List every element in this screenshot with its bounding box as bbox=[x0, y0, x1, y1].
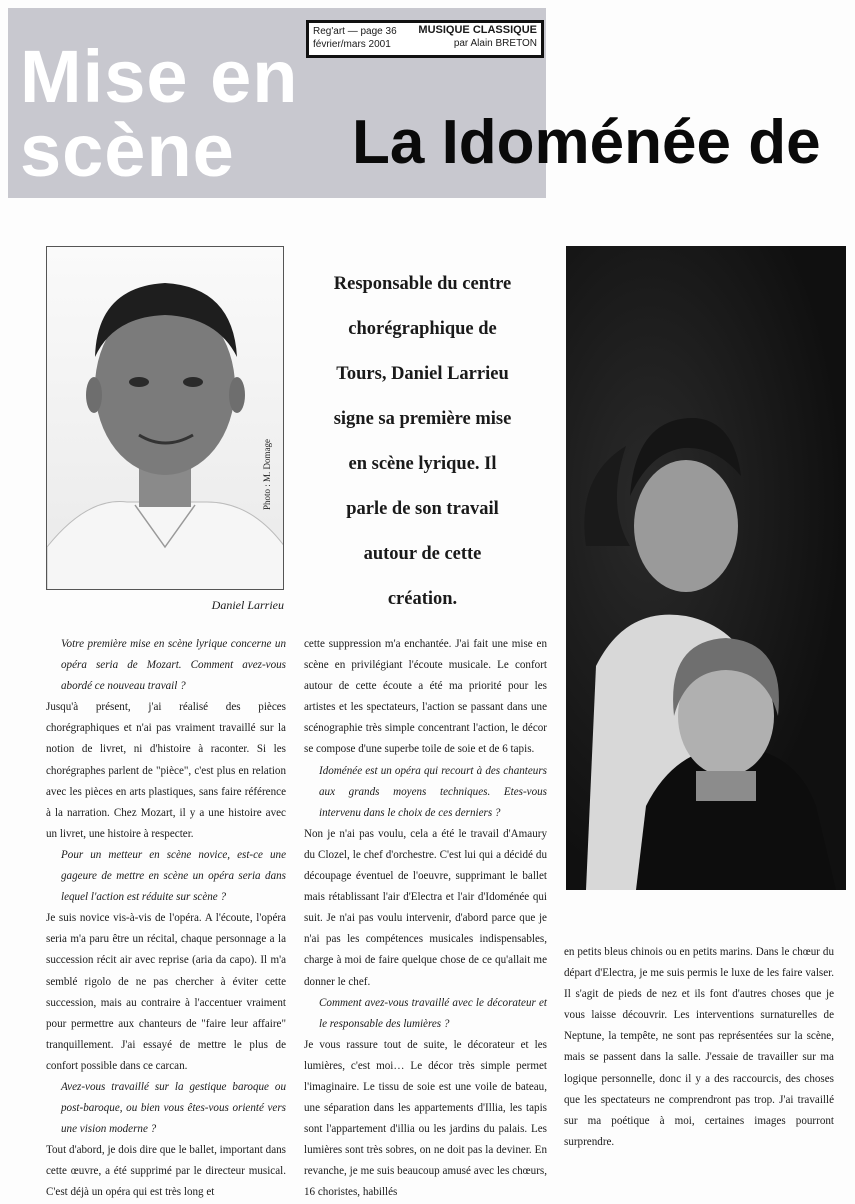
photo-credit: Photo : M. Domage bbox=[262, 439, 272, 510]
lead-line: parle de son travail bbox=[346, 499, 499, 519]
article-column-2 bbox=[304, 634, 547, 1204]
section-title-line-2: scène bbox=[20, 109, 235, 192]
interview-question: Pour un metteur en scène novice, est-ce une gageure de mettre en scène un opéra seria dans lequel l'action est réduite sur scène ? bbox=[61, 848, 286, 904]
lead-line: en scène lyrique. Il bbox=[348, 454, 497, 474]
lead-line: chorégraphique de bbox=[348, 319, 497, 339]
lead-line: Responsable du centre bbox=[333, 274, 512, 294]
interview-question: Idoménée est un opéra qui recourt à des chanteurs aux grands moyens techniques. Etes-vous intervenu dans le choix de ces derniers ? bbox=[319, 764, 547, 819]
interview-question: Avez-vous travaillé sur la gestique baroque ou post-baroque, ou bien vous êtes-vous orienté vers une vision moderne ? bbox=[61, 1080, 286, 1136]
interview-answer: Je vous rassure tout de suite, le décorateur et les lumières, c'est moi… Le décor très simple permet l'imaginaire. Le tissu de soie est une voile de bateau, une séparation dans les appartements d'Illia, les tapis sont l'appartement d'illia ou les jardins du palais. Les lumières sont très sobres, on ne doit pas la deviner. En revanche, je me suis beaucoup amusé avec les chœurs, 16 choristes, habillés bbox=[304, 1038, 547, 1199]
section-title-line-1: Mise en bbox=[20, 35, 299, 118]
interview-answer: Jusqu'à présent, j'ai réalisé des pièces chorégraphiques et n'ai pas vraiment travaillé sur la notion de livret, ni d'histoire à raconter. Si les chorégraphes parlent de "pièce", c'est plus en relation avec les pièces en arts plastiques, sans faire référence à la narration. Chez Mozart, il y a une histoire avec un livret, une histoire à respecter. bbox=[46, 701, 286, 840]
interview-answer: Tout d'abord, je dois dire que le ballet, important dans cette œuvre, a été supprimé par le directeur musical. C'est déjà un opéra qui est très long et bbox=[46, 1144, 286, 1199]
lead-line: signe sa première mise bbox=[333, 409, 512, 429]
article-author: par Alain BRETON bbox=[453, 38, 537, 49]
stage-photo bbox=[566, 246, 846, 890]
masthead-box bbox=[306, 20, 544, 58]
issue-info bbox=[313, 25, 397, 51]
interview-answer: Je suis novice vis-à-vis de l'opéra. A l'écoute, l'opéra seria m'a paru être un récital, chaque personnage a la succession récit air avec reprise (aria da capo). Il m'a semblé rigolo de ne pas chercher à éviter cette succession, mais au contraire à l'accentuer vraiment pour permettre aux chanteurs de "faire leur affaire" tranquillement. J'ai essayé de mettre le plus de confort possible dans ce carcan. bbox=[46, 912, 286, 1072]
interview-answer: Non je n'ai pas voulu, cela a été le travail d'Amaury du Clozel, le chef d'orchestre. C'est lui qui a décidé du découpage éventuel de l'oeuvre, supprimant le ballet mais rétablissant l'air d'Electra et l'air d'Idoménée qui suit. Je n'ai pas voulu intervenir, d'abord parce que je n'ai pas les compétences musicales indispensables, charge à moi de faire quelque chose de ce qu'allait me donner le chef. bbox=[304, 827, 547, 988]
lead-paragraph bbox=[300, 262, 545, 622]
rubric-info bbox=[418, 24, 537, 50]
issue-page: Reg'art — page 36 bbox=[313, 26, 397, 37]
interview-question: Comment avez-vous travaillé avec le décorateur et le responsable des lumières ? bbox=[319, 996, 547, 1030]
lead-line: Tours, Daniel Larrieu bbox=[336, 364, 509, 384]
rubric-name: MUSIQUE CLASSIQUE bbox=[418, 24, 537, 36]
lead-line: création. bbox=[387, 589, 458, 609]
portrait-photo bbox=[46, 246, 284, 590]
photo-caption: Daniel Larrieu bbox=[211, 598, 284, 612]
article-title: La Idoménée de bbox=[352, 108, 821, 177]
article-column-3 bbox=[564, 942, 834, 1153]
stage-illustration bbox=[566, 246, 846, 890]
interview-answer: cette suppression m'a enchantée. J'ai fait une mise en scène en privilégiant l'écoute musicale. Le confort autour de cette écoute a été ma priorité pour les artistes et les spectateurs, l'action se passant dans une scénographie très simple concentrant l'action, le décor se compose d'une superbe toile de soie et de 6 tapis. bbox=[304, 638, 547, 756]
portrait-illustration bbox=[47, 247, 284, 590]
issue-date: février/mars 2001 bbox=[313, 39, 391, 50]
interview-answer: en petits bleus chinois ou en petits marins. Dans le chœur du départ d'Electra, je me suis permis le luxe de les faire valser. Il s'agit de pieds de nez et ils font d'autres choses que je vous laisse découvrir. Les interventions surnaturelles de Neptune, la tempête, ne sont pas représentées sur la scène, mais se passent dans la salle. J'essaie de travailler sur ma logique personnelle, donc il y a des raccourcis, des choses que les spectateurs ne comprendront pas trop. J'ai travaillé sur ma poétique à moi, certaines images pourront surprendre. bbox=[564, 946, 834, 1148]
lead-line: autour de cette bbox=[363, 544, 482, 564]
interview-question: Votre première mise en scène lyrique concerne un opéra seria de Mozart. Comment avez-vous abordé ce nouveau travail ? bbox=[61, 638, 286, 693]
article-column-1 bbox=[46, 634, 286, 1204]
